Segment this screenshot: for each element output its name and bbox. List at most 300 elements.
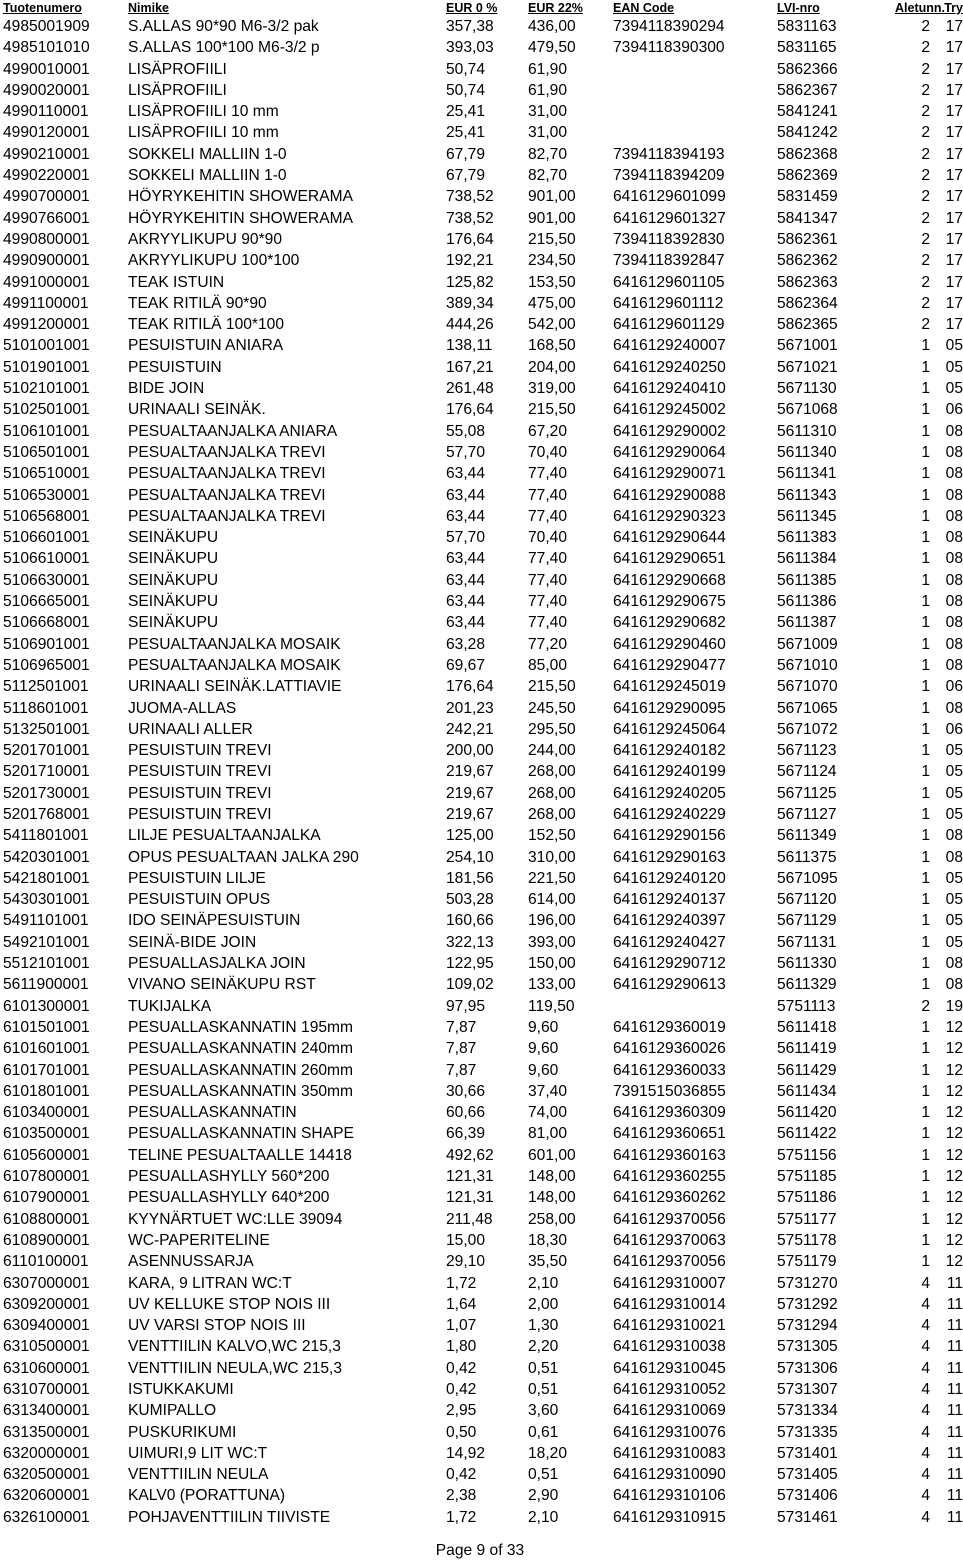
cell-lvi-number: 5751177 [777, 1210, 837, 1228]
header-row [0, 0, 963, 16]
table-row [0, 378, 963, 399]
cell-ean-code: 6416129360026 [613, 1040, 726, 1058]
cell-ean-code: 6416129240199 [613, 763, 726, 781]
cell-price-eur-0: 738,52 [446, 188, 494, 206]
cell-discount-code: 2 [921, 273, 930, 291]
cell-product-number: 4991000001 [3, 273, 90, 291]
cell-lvi-number: 5611349 [777, 827, 837, 845]
cell-ean-code: 6416129290682 [613, 614, 726, 632]
cell-ean-code: 6416129310007 [613, 1274, 726, 1292]
cell-product-number: 4990010001 [3, 60, 90, 78]
cell-price-eur-0: 1,64 [446, 1295, 477, 1313]
cell-price-eur-0: 125,82 [446, 273, 494, 291]
cell-discount-code: 1 [921, 699, 930, 717]
cell-lvi-number: 5611386 [777, 593, 837, 611]
cell-lvi-number: 5751178 [777, 1231, 837, 1249]
cell-lvi-number: 5862364 [777, 294, 838, 312]
cell-price-eur-22: 9,60 [528, 1061, 559, 1079]
cell-discount-code: 2 [921, 81, 930, 99]
cell-product-name: OPUS PESUALTAAN JALKA 290 [128, 848, 359, 866]
cell-discount-code: 1 [921, 1253, 930, 1271]
table-row [0, 250, 963, 271]
cell-ean-code: 6416129370056 [613, 1253, 726, 1271]
cell-lvi-number: 5671021 [777, 358, 838, 376]
cell-price-eur-0: 66,39 [446, 1125, 486, 1143]
table-row [0, 59, 963, 80]
cell-product-number: 5420301001 [3, 848, 90, 866]
cell-product-number: 4990220001 [3, 167, 90, 185]
cell-ean-code [613, 59, 777, 80]
cell-price-eur-0: 1,07 [446, 1317, 477, 1335]
cell-product-group: 08 [945, 571, 963, 589]
cell-lvi-number: 5862363 [777, 273, 838, 291]
cell-product-group: 11 [946, 1295, 963, 1313]
cell-discount-code: 1 [921, 486, 930, 504]
cell-product-name: LISÄPROFIILI 10 mm [128, 124, 279, 142]
table-row [0, 506, 963, 527]
cell-price-eur-0: 57,70 [446, 443, 486, 461]
cell-ean-code: 6416129240250 [613, 358, 726, 376]
cell-product-number: 5112501001 [3, 678, 89, 696]
cell-product-name: UV KELLUKE STOP NOIS III [128, 1295, 331, 1313]
cell-product-group: 08 [945, 656, 963, 674]
cell-ean-code: 6416129310090 [613, 1466, 726, 1484]
cell-product-name: PESUALLASHYLLY 560*200 [128, 1168, 330, 1186]
cell-product-group: 11 [946, 1338, 963, 1356]
cell-ean-code: 7391515036855 [613, 1082, 726, 1100]
cell-product-number: 4990110001 [3, 103, 89, 121]
cell-discount-code: 1 [921, 827, 930, 845]
cell-lvi-number: 5671123 [777, 742, 837, 760]
cell-price-eur-22: 0,51 [528, 1359, 559, 1377]
cell-product-name: PESUISTUIN TREVI [128, 784, 272, 802]
cell-ean-code: 6416129290460 [613, 635, 726, 653]
cell-discount-code: 1 [921, 656, 930, 674]
cell-lvi-number: 5841347 [777, 209, 838, 227]
cell-price-eur-22: 244,00 [528, 742, 576, 760]
cell-product-name: URINAALI ALLER [128, 720, 253, 738]
cell-lvi-number: 5611341 [777, 465, 837, 483]
cell-ean-code: 6416129360019 [613, 1018, 726, 1036]
cell-product-number: 5106965001 [3, 656, 90, 674]
page-number: Page 9 of 33 [435, 1542, 525, 1559]
cell-product-number: 5106101001 [3, 422, 90, 440]
cell-product-group: 12 [945, 1231, 963, 1249]
cell-price-eur-0: 176,64 [446, 401, 494, 419]
cell-price-eur-0: 63,44 [446, 550, 486, 568]
cell-lvi-number: 5611434 [777, 1082, 837, 1100]
cell-price-eur-22: 245,50 [528, 699, 576, 717]
cell-price-eur-22: 77,40 [528, 486, 568, 504]
cell-price-eur-22: 9,60 [528, 1040, 559, 1058]
cell-discount-code: 1 [921, 465, 930, 483]
cell-price-eur-0: 167,21 [446, 358, 494, 376]
cell-lvi-number: 5611383 [777, 529, 837, 547]
table-row [0, 1443, 963, 1464]
cell-product-number: 5132501001 [3, 720, 90, 738]
cell-price-eur-22: 119,50 [528, 997, 575, 1015]
cell-product-name: TEAK ISTUIN [128, 273, 225, 291]
cell-ean-code: 6416129310076 [613, 1423, 726, 1441]
cell-product-number: 6326100001 [3, 1508, 90, 1526]
cell-lvi-number: 5611330 [777, 955, 837, 973]
cell-lvi-number: 5671001 [777, 337, 838, 355]
cell-discount-code: 1 [921, 422, 930, 440]
cell-product-name: LISÄPROFIILI 10 mm [128, 103, 279, 121]
cell-price-eur-0: 29,10 [446, 1253, 486, 1271]
cell-product-number: 6101300001 [3, 997, 90, 1015]
cell-discount-code: 4 [921, 1274, 930, 1292]
cell-ean-code: 6416129240229 [613, 805, 726, 823]
cell-discount-code: 1 [921, 891, 930, 909]
cell-product-group: 17 [945, 18, 963, 35]
cell-discount-code: 2 [921, 294, 930, 312]
cell-product-group: 05 [945, 380, 963, 398]
cell-price-eur-22: 2,10 [528, 1508, 559, 1526]
cell-product-name: AKRYYLIKUPU 90*90 [128, 230, 283, 248]
table-row [0, 208, 963, 229]
cell-product-number: 6310700001 [3, 1381, 90, 1398]
cell-discount-code: 1 [921, 976, 930, 994]
cell-product-group: 11 [946, 1274, 963, 1292]
cell-product-number: 6101801001 [3, 1082, 90, 1100]
cell-product-number: 4990800001 [3, 230, 90, 248]
cell-price-eur-0: 1,72 [446, 1274, 477, 1292]
cell-product-name: PESUALTAANJALKA ANIARA [128, 422, 338, 440]
table-row [0, 1209, 963, 1230]
cell-product-name: PESUALLASKANNATIN 195mm [128, 1018, 354, 1036]
cell-price-eur-0: 176,64 [446, 678, 494, 696]
cell-price-eur-22: 77,40 [528, 593, 568, 611]
table-row [0, 144, 963, 165]
cell-product-group: 12 [945, 1210, 963, 1228]
cell-price-eur-22: 18,20 [528, 1444, 568, 1462]
table-header [0, 0, 963, 16]
cell-discount-code: 1 [921, 1146, 930, 1164]
cell-price-eur-0: 63,44 [446, 465, 486, 483]
cell-lvi-number: 5671127 [777, 805, 837, 823]
cell-product-name: KUMIPALLO [128, 1402, 217, 1420]
cell-product-group: 05 [945, 763, 963, 781]
cell-product-group: 06 [945, 720, 963, 738]
cell-price-eur-22: 901,00 [528, 188, 576, 206]
cell-product-name: POHJAVENTTIILIN TIIVISTE [128, 1508, 331, 1526]
cell-product-name: SEINÄKUPU [128, 529, 219, 547]
table-row [0, 16, 963, 37]
cell-price-eur-22: 77,40 [528, 614, 568, 632]
cell-discount-code: 1 [921, 507, 930, 525]
cell-price-eur-22: 268,00 [528, 805, 576, 823]
cell-price-eur-22: 234,50 [528, 252, 576, 270]
cell-price-eur-22: 153,50 [528, 273, 576, 291]
cell-product-group: 12 [945, 1018, 963, 1036]
cell-price-eur-0: 1,72 [446, 1508, 477, 1526]
cell-price-eur-0: 181,56 [446, 869, 494, 887]
cell-product-name: PESUISTUIN ANIARA [128, 337, 284, 355]
cell-price-eur-22: 77,40 [528, 507, 568, 525]
cell-ean-code: 6416129310052 [613, 1381, 726, 1398]
table-row [0, 1400, 963, 1421]
col-header-eur-22: EUR 22% [528, 1, 583, 15]
cell-discount-code: 2 [921, 145, 930, 163]
cell-lvi-number: 5611310 [777, 422, 837, 440]
cell-price-eur-0: 0,50 [446, 1423, 477, 1441]
cell-discount-code: 1 [921, 337, 930, 355]
cell-ean-code: 6416129240205 [613, 784, 726, 802]
cell-price-eur-0: 30,66 [446, 1082, 486, 1100]
cell-price-eur-22: 2,00 [528, 1295, 559, 1313]
cell-product-group: 08 [945, 848, 963, 866]
cell-product-group: 06 [945, 401, 963, 419]
cell-ean-code: 6416129290477 [613, 656, 726, 674]
cell-lvi-number: 5611422 [777, 1125, 837, 1143]
cell-product-number: 6309400001 [3, 1317, 90, 1335]
cell-lvi-number: 5731334 [777, 1402, 838, 1420]
cell-ean-code: 6416129601129 [613, 316, 725, 334]
cell-product-name: PESUALLASJALKA JOIN [128, 955, 306, 973]
cell-price-eur-0: 322,13 [446, 933, 494, 951]
cell-product-group: 11 [946, 1402, 963, 1420]
cell-discount-code: 2 [921, 997, 930, 1015]
cell-product-group: 12 [945, 1189, 963, 1207]
cell-product-number: 4990120001 [3, 124, 90, 142]
cell-product-number: 6320600001 [3, 1487, 90, 1505]
table-row [0, 932, 963, 953]
cell-product-group: 08 [945, 614, 963, 632]
cell-price-eur-0: 444,26 [446, 316, 494, 334]
table-row [0, 996, 963, 1017]
cell-product-name: PESUISTUIN OPUS [128, 891, 271, 909]
cell-ean-code: 6416129360033 [613, 1061, 726, 1079]
cell-ean-code: 6416129360309 [613, 1104, 726, 1122]
cell-product-group: 12 [945, 1125, 963, 1143]
cell-product-group: 17 [945, 145, 963, 163]
cell-price-eur-0: 219,67 [446, 784, 494, 802]
cell-product-name: PESUISTUIN [128, 358, 222, 376]
cell-lvi-number: 5731335 [777, 1423, 838, 1441]
cell-price-eur-0: 14,92 [446, 1444, 486, 1462]
cell-discount-code: 2 [921, 124, 930, 142]
cell-ean-code: 6416129290156 [613, 827, 726, 845]
cell-product-number: 6105600001 [3, 1146, 90, 1164]
table-row [0, 868, 963, 889]
cell-price-eur-0: 200,00 [446, 742, 494, 760]
table-row [0, 314, 963, 335]
cell-product-group: 06 [945, 678, 963, 696]
cell-product-group: 12 [945, 1082, 963, 1100]
cell-ean-code: 6416129601327 [613, 209, 726, 227]
cell-product-name: PESUALLASKANNATIN [128, 1104, 297, 1122]
cell-ean-code: 7394118392847 [613, 252, 725, 270]
cell-ean-code: 6416129310014 [613, 1295, 726, 1313]
cell-price-eur-22: 0,51 [528, 1381, 559, 1398]
cell-product-number: 5106665001 [3, 593, 90, 611]
cell-product-number: 6310600001 [3, 1359, 90, 1377]
cell-price-eur-22: 82,70 [528, 167, 568, 185]
table-row [0, 1038, 963, 1059]
cell-discount-code: 1 [921, 593, 930, 611]
table-row [0, 634, 963, 655]
cell-lvi-number: 5831165 [777, 39, 837, 57]
cell-lvi-number: 5611420 [777, 1104, 837, 1122]
cell-price-eur-0: 738,52 [446, 209, 494, 227]
cell-discount-code: 1 [921, 955, 930, 973]
cell-discount-code: 2 [921, 230, 930, 248]
cell-price-eur-0: 0,42 [446, 1359, 477, 1377]
table-row [0, 1060, 963, 1081]
cell-ean-code: 6416129290071 [613, 465, 726, 483]
cell-price-eur-22: 215,50 [528, 678, 576, 696]
table-row [0, 783, 963, 804]
cell-lvi-number: 5862369 [777, 167, 838, 185]
cell-product-name: TEAK RITILÄ 100*100 [128, 316, 285, 334]
cell-ean-code: 7394118392830 [613, 230, 725, 248]
cell-product-group: 12 [945, 1253, 963, 1271]
table-row [0, 1485, 963, 1506]
cell-price-eur-0: 50,74 [446, 81, 486, 99]
cell-product-number: 5101901001 [3, 358, 90, 376]
cell-lvi-number: 5611418 [777, 1018, 837, 1036]
cell-price-eur-22: 3,60 [528, 1402, 559, 1420]
table-row [0, 399, 963, 420]
cell-lvi-number: 5611419 [777, 1040, 837, 1058]
table-row [0, 676, 963, 697]
cell-price-eur-22: 77,40 [528, 550, 568, 568]
cell-product-name: PESUISTUIN TREVI [128, 742, 272, 760]
cell-price-eur-22: 77,40 [528, 571, 568, 589]
cell-discount-code: 2 [921, 103, 930, 121]
cell-lvi-number: 5751156 [777, 1146, 837, 1164]
cell-discount-code: 4 [921, 1508, 930, 1526]
cell-discount-code: 1 [921, 1082, 930, 1100]
cell-ean-code: 6416129290675 [613, 593, 726, 611]
cell-product-number: 4985001909 [3, 18, 90, 35]
cell-product-name: PESUALTAANJALKA TREVI [128, 507, 326, 525]
cell-discount-code: 1 [921, 571, 930, 589]
table-row [0, 1379, 963, 1400]
cell-ean-code: 6416129290712 [613, 955, 726, 973]
cell-price-eur-0: 2,95 [446, 1402, 477, 1420]
cell-price-eur-0: 122,95 [446, 955, 494, 973]
cell-lvi-number: 5731294 [777, 1317, 838, 1335]
cell-ean-code [613, 80, 777, 101]
table-row [0, 485, 963, 506]
cell-ean-code: 6416129290651 [613, 550, 726, 568]
cell-product-group: 05 [945, 742, 963, 760]
cell-ean-code: 6416129360651 [613, 1125, 726, 1143]
cell-price-eur-0: 63,28 [446, 635, 486, 653]
cell-product-number: 6103400001 [3, 1104, 90, 1122]
cell-ean-code: 7394118394193 [613, 145, 725, 163]
cell-lvi-number: 5831459 [777, 188, 838, 206]
cell-discount-code: 4 [921, 1381, 930, 1398]
cell-ean-code: 7394118390300 [613, 39, 725, 57]
cell-price-eur-0: 192,21 [446, 252, 494, 270]
cell-product-name: S.ALLAS 90*90 M6-3/2 pak [128, 18, 319, 35]
cell-product-name: WC-PAPERITELINE [128, 1231, 270, 1249]
cell-product-group: 11 [946, 1381, 963, 1398]
cell-price-eur-0: 211,48 [446, 1210, 493, 1228]
cell-price-eur-0: 121,31 [446, 1189, 494, 1207]
cell-discount-code: 4 [921, 1338, 930, 1356]
cell-price-eur-22: 268,00 [528, 763, 576, 781]
cell-product-name: PESUISTUIN TREVI [128, 763, 272, 781]
cell-discount-code: 1 [921, 1040, 930, 1058]
cell-price-eur-22: 319,00 [528, 380, 576, 398]
cell-lvi-number: 5731270 [777, 1274, 838, 1292]
cell-product-name: PESUALTAANJALKA TREVI [128, 465, 326, 483]
cell-lvi-number: 5862366 [777, 60, 838, 78]
table-row [0, 570, 963, 591]
cell-product-name: AKRYYLIKUPU 100*100 [128, 252, 300, 270]
cell-lvi-number: 5841242 [777, 124, 838, 142]
cell-lvi-number: 5611345 [777, 507, 837, 525]
cell-price-eur-0: 63,44 [446, 593, 486, 611]
cell-lvi-number: 5671124 [777, 763, 837, 781]
cell-price-eur-22: 215,50 [528, 401, 576, 419]
cell-product-name: SEINÄ-BIDE JOIN [128, 933, 257, 951]
table-row [0, 37, 963, 58]
table-row [0, 719, 963, 740]
cell-product-name: ASENNUSSARJA [128, 1253, 254, 1271]
cell-product-number: 5491101001 [3, 912, 89, 930]
cell-product-number: 6108900001 [3, 1231, 90, 1249]
cell-product-name: LISÄPROFIILI [128, 60, 227, 78]
cell-product-number: 5106630001 [3, 571, 90, 589]
table-row [0, 591, 963, 612]
cell-product-group: 12 [945, 1061, 963, 1079]
cell-lvi-number: 5671129 [777, 912, 837, 930]
cell-price-eur-0: 25,41 [446, 103, 486, 121]
cell-product-group: 17 [945, 39, 963, 57]
cell-ean-code: 6416129245064 [613, 720, 726, 738]
cell-discount-code: 4 [921, 1402, 930, 1420]
cell-product-number: 5102101001 [3, 380, 90, 398]
cell-product-name: KARA, 9 LITRAN WC:T [128, 1274, 292, 1292]
table-row [0, 953, 963, 974]
cell-price-eur-0: 503,28 [446, 891, 494, 909]
cell-product-number: 5106510001 [3, 465, 90, 483]
cell-discount-code: 4 [921, 1487, 930, 1505]
cell-product-group: 08 [945, 593, 963, 611]
cell-ean-code: 6416129290668 [613, 571, 726, 589]
cell-product-number: 5106610001 [3, 550, 90, 568]
cell-product-group: 08 [945, 635, 963, 653]
table-row [0, 1294, 963, 1315]
col-header-lvi-number: LVI-nro [777, 1, 820, 15]
cell-product-name: KYYNÄRTUET WC:LLE 39094 [128, 1210, 343, 1228]
cell-product-number: 5430301001 [3, 891, 90, 909]
cell-price-eur-22: 61,90 [528, 81, 568, 99]
cell-product-group: 17 [945, 124, 963, 142]
cell-price-eur-0: 393,03 [446, 39, 494, 57]
cell-discount-code: 1 [921, 1168, 930, 1186]
cell-price-eur-22: 479,50 [528, 39, 576, 57]
cell-ean-code [613, 101, 777, 122]
table-row [0, 612, 963, 633]
cell-product-name: SEINÄKUPU [128, 550, 219, 568]
cell-lvi-number: 5671010 [777, 656, 838, 674]
cell-product-group: 17 [945, 167, 963, 185]
cell-lvi-number: 5611343 [777, 486, 837, 504]
cell-discount-code: 2 [921, 188, 930, 206]
col-header-ean-code: EAN Code [613, 1, 675, 15]
table-row [0, 335, 963, 356]
cell-discount-code: 2 [921, 252, 930, 270]
cell-ean-code: 6416129360163 [613, 1146, 726, 1164]
cell-price-eur-0: 67,79 [446, 145, 486, 163]
cell-ean-code [613, 122, 777, 143]
